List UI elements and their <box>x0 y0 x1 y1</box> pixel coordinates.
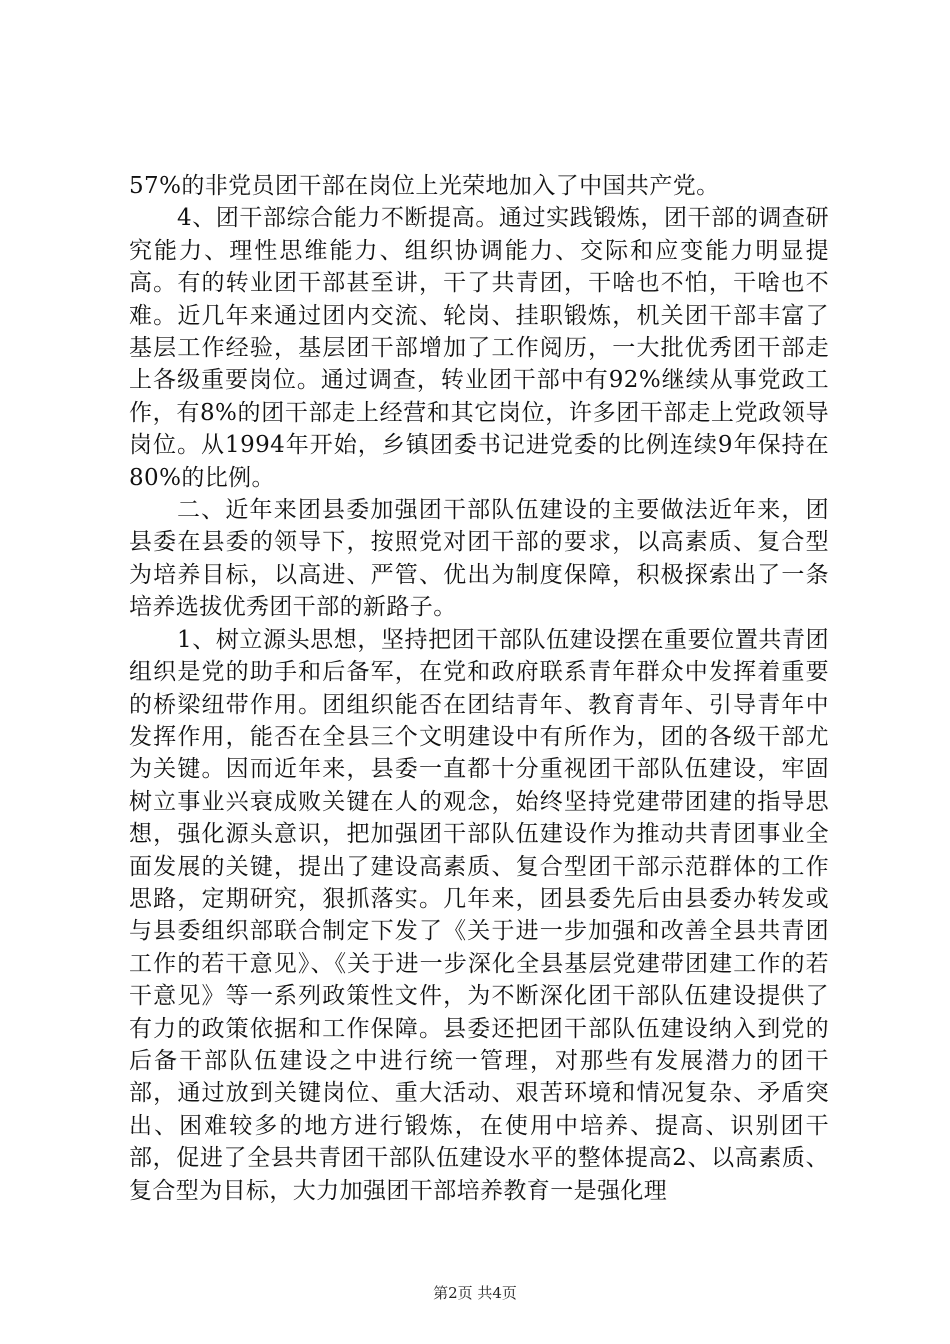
document-body <box>129 170 829 1207</box>
paragraph-source-thinking: 1、树立源头思想，坚持把团干部队伍建设摆在重要位置共青团组织是党的助手和后备军，在党和政府联系青年群众中发挥着重要的桥梁纽带作用。团组织能否在团结青年、教育青年、引导青年中发挥作用，能否在全县三个文明建设中有所作为，团的各级干部尤为关键。因而近年来，县委一直都十分重视团干部队伍建设，牢固树立事业兴衰成败关键在人的观念，始终坚持党建带团建的指导思想，强化源头意识，把加强团干部队伍建设作为推动共青团事业全面发展的关键，提出了建设高素质、复合型团干部示范群体的工作思路，定期研究，狠抓落实。几年来，团县委先后由县委办转发或与县委组织部联合制定下发了《关于进一步加强和改善全县共青团工作的若干意见》、《关于进一步深化全县基层党建带团建工作的若干意见》等一系列政策性文件，为不断深化团干部队伍建设提供了有力的政策依据和工作保障。县委还把团干部队伍建设纳入到党的后备干部队伍建设之中进行统一管理，对那些有发展潜力的团干部，通过放到关键岗位、重大活动、艰苦环境和情况复杂、矛盾突出、困难较多的地方进行锻炼，在使用中培养、提高、识别团干部，促进了全县共青团干部队伍建设水平的整体提高2、以高素质、复合型为目标，大力加强团干部培养教育一是强化理 <box>129 626 829 1204</box>
page-number-footer: 第2页 共4页 <box>433 1284 517 1302</box>
paragraph-ability-improvement: 4、团干部综合能力不断提高。通过实践锻炼，团干部的调查研究能力、理性思维能力、组织协调能力、交际和应变能力明显提高。有的转业团干部甚至讲，干了共青团，干啥也不怕，干啥也不难。近几年来通过团内交流、轮岗、挂职锻炼，机关团干部丰富了基层工作经验，基层团干部增加了工作阅历，一大批优秀团干部走上各级重要岗位。通过调查，转业团干部中有92%继续从事党政工作，有8%的团干部走上经营和其它岗位，许多团干部走上党政领导岗位。从1994年开始，乡镇团委书记进党委的比例连续9年保持在80%的比例。 <box>129 205 829 491</box>
paragraph-section-two-heading: 二、近年来团县委加强团干部队伍建设的主要做法近年来，团县委在县委的领导下，按照党对团干部的要求，以高素质、复合型为培养目标，以高进、严管、优出为制度保障，积极探索出了一条培养选拔优秀团干部的新路子。 <box>129 497 829 621</box>
paragraph-continuation: 57%的非党员团干部在岗位上光荣地加入了中国共产党。 <box>129 173 720 199</box>
